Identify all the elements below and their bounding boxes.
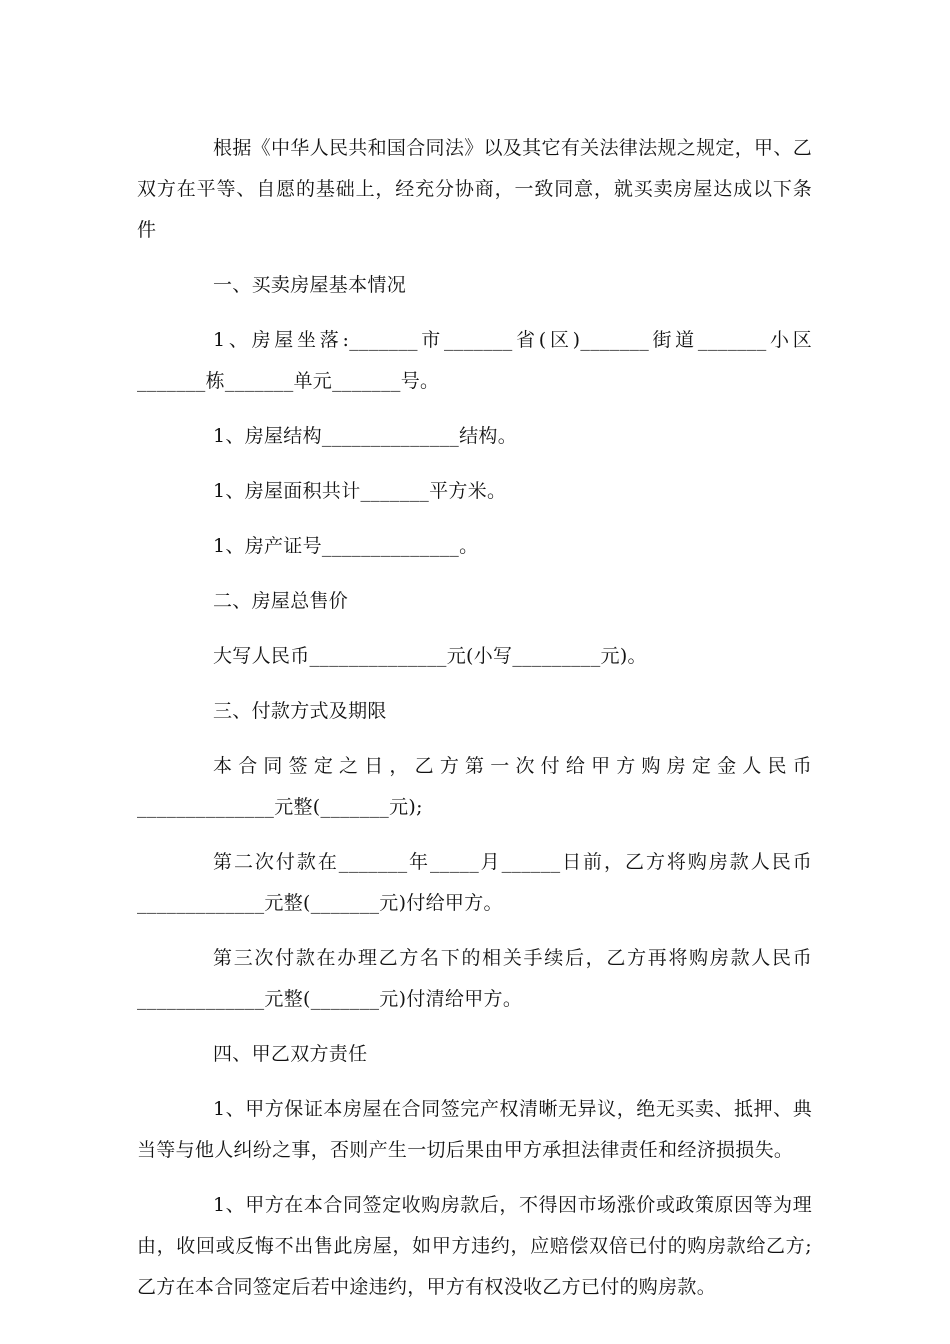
section-heading-total-price: 二、房屋总售价 bbox=[213, 590, 349, 612]
clause-house-structure: 1、房屋结构______________结构。 bbox=[213, 425, 517, 447]
clause-first-payment: 本合同签定之日，乙方第一次付给甲方购房定金人民币______________元整(_______元); bbox=[137, 755, 812, 818]
section-heading-responsibilities: 四、甲乙双方责任 bbox=[213, 1043, 368, 1065]
clause-property-certificate: 1、房产证号______________。 bbox=[213, 535, 479, 557]
clause-second-payment: 第二次付款在_______年_____月______日前，乙方将购房款人民币_____________元整(_______元)付给甲方。 bbox=[137, 851, 812, 914]
clause-breach-terms: 1、甲方在本合同签定收购房款后，不得因市场涨价或政策原因等为理由，收回或反悔不出售此房屋，如甲方违约，应赔偿双倍已付的购房款给乙方;乙方在本合同签定后若中途违约，甲方有权没收乙方已付的购房款。 bbox=[137, 1194, 812, 1298]
section-heading-basic-info: 一、买卖房屋基本情况 bbox=[213, 274, 407, 296]
clause-house-area: 1、房屋面积共计_______平方米。 bbox=[213, 480, 507, 502]
intro-paragraph: 根据《中华人民共和国合同法》以及其它有关法律法规之规定，甲、乙双方在平等、自愿的基础上，经充分协商，一致同意，就买卖房屋达成以下条件 bbox=[137, 137, 812, 241]
clause-price-amount: 大写人民币______________元(小写_________元)。 bbox=[213, 645, 647, 667]
contract-body bbox=[137, 128, 812, 1308]
clause-third-payment: 第三次付款在办理乙方名下的相关手续后，乙方再将购房款人民币_____________元整(_______元)付清给甲方。 bbox=[137, 947, 812, 1010]
clause-house-location: 1、房屋坐落:_______市_______省(区)_______街道_______小区_______栋_______单元_______号。 bbox=[137, 329, 812, 392]
section-heading-payment: 三、付款方式及期限 bbox=[213, 700, 387, 722]
clause-seller-guarantee: 1、甲方保证本房屋在合同签完产权清晰无异议，绝无买卖、抵押、典当等与他人纠纷之事，否则产生一切后果由甲方承担法律责任和经济损损失。 bbox=[137, 1098, 812, 1161]
